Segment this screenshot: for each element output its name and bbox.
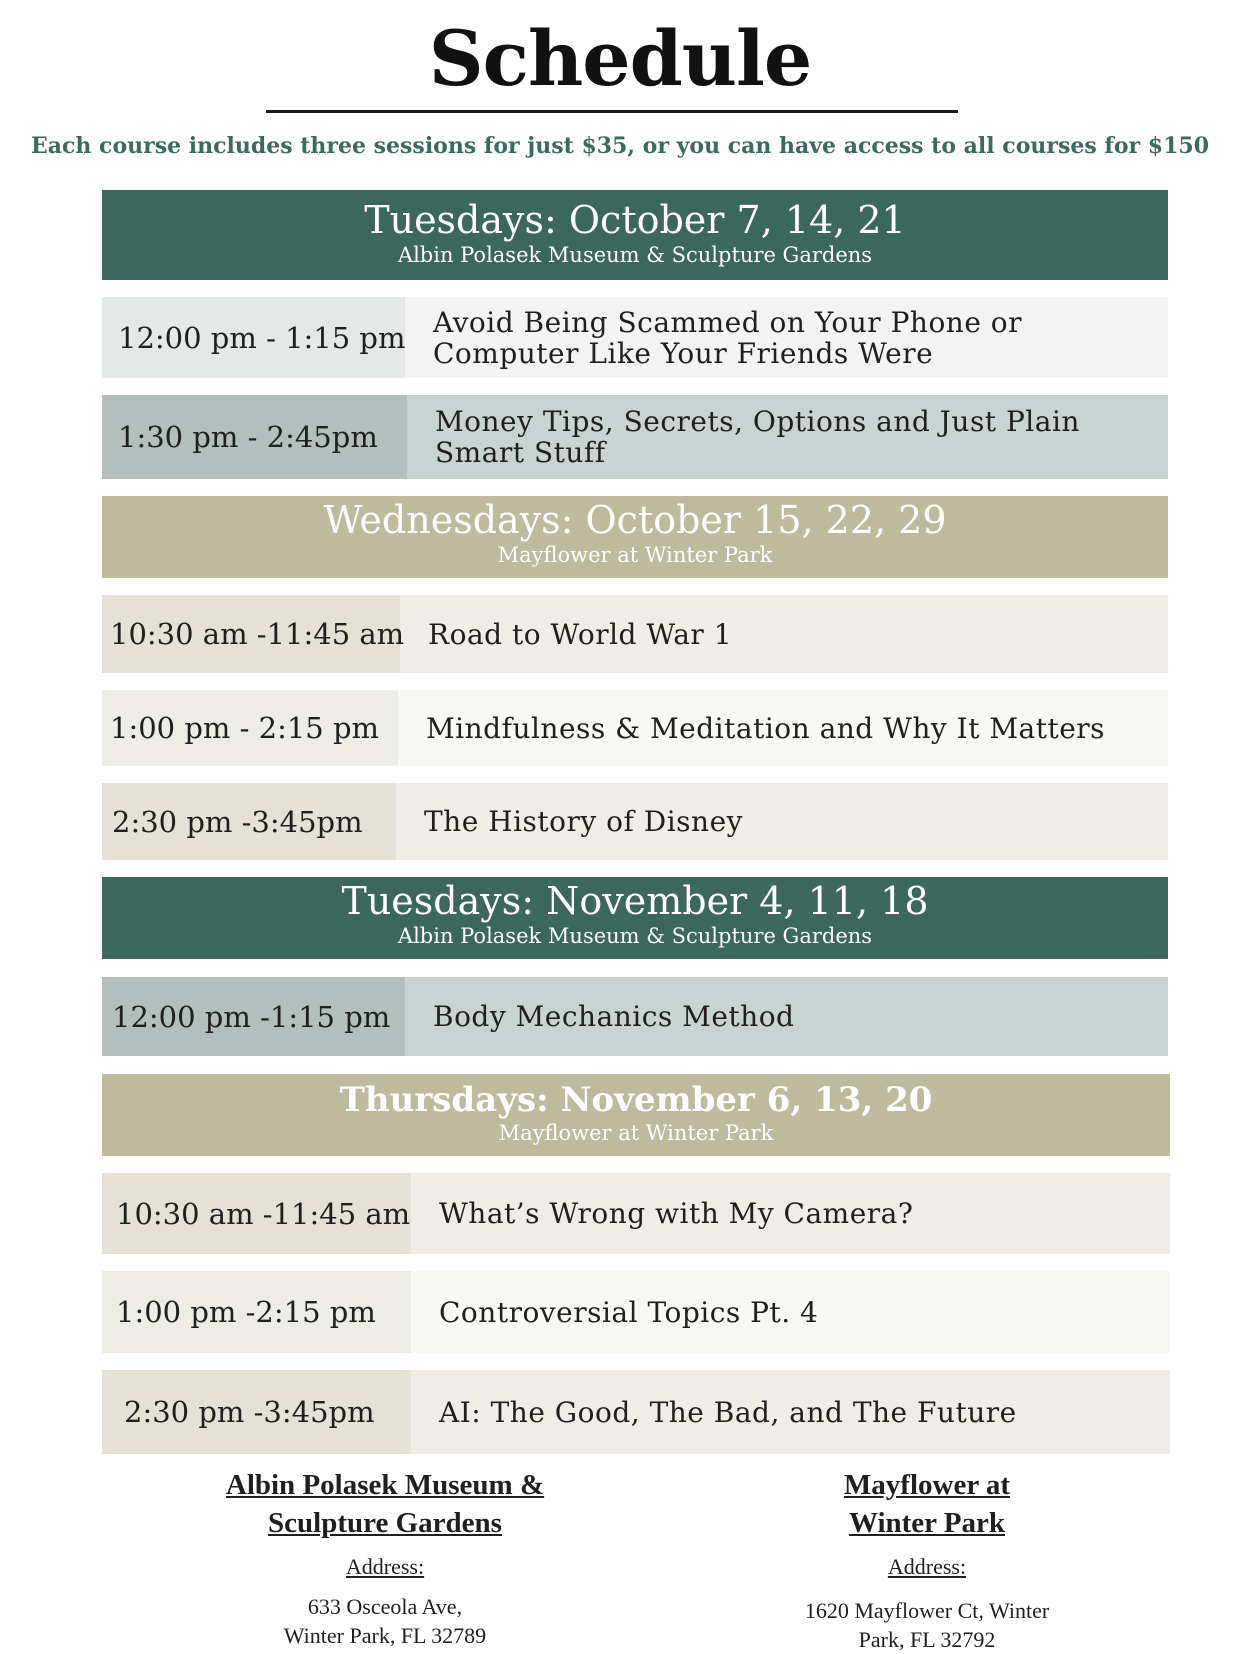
section-location: Albin Polasek Museum & Sculpture Gardens — [397, 243, 873, 267]
venue-name — [160, 1466, 610, 1542]
address-label: Address: — [345, 1554, 425, 1579]
session-row — [102, 395, 1168, 479]
address-line: Winter Park, FL 32789 — [283, 1623, 487, 1648]
session-course: Body Mechanics Method — [433, 1000, 795, 1033]
venue-albin-polasek — [160, 1466, 610, 1650]
session-row — [102, 1271, 1170, 1353]
session-time: 1:00 pm - 2:15 pm — [102, 690, 398, 766]
session-course: Avoid Being Scammed on Your Phone or Computer Like Your Friends Were — [433, 305, 1023, 370]
title-underline — [266, 110, 958, 113]
address-line: Park, FL 32792 — [858, 1627, 996, 1652]
session-course: AI: The Good, The Bad, and The Future — [439, 1395, 1017, 1429]
session-course: Road to World War 1 — [428, 617, 733, 651]
section-header-wednesdays-october — [102, 496, 1168, 578]
venue-name — [740, 1466, 1114, 1542]
section-title: Wednesdays: October 15, 22, 29 — [323, 498, 947, 542]
section-header-tuesdays-october — [102, 190, 1168, 280]
session-time: 2:30 pm -3:45pm — [102, 1370, 411, 1454]
section-title: Thursdays: November 6, 13, 20 — [339, 1080, 933, 1120]
session-course: Money Tips, Secrets, Options and Just Plain Smart Stuff — [435, 405, 1080, 469]
section-header-tuesdays-november — [102, 877, 1168, 959]
page-title: Schedule — [428, 14, 812, 103]
session-row — [102, 297, 1168, 378]
session-row — [102, 783, 1168, 860]
venue-name-line: Sculpture Gardens — [268, 1507, 502, 1539]
address-line: 1620 Mayflower Ct, Winter — [804, 1598, 1050, 1623]
session-course: What’s Wrong with My Camera? — [439, 1197, 914, 1230]
session-time: 12:00 pm -1:15 pm — [102, 977, 405, 1056]
pricing-note: Each course includes three sessions for just $35, or you can have access to all courses for $150 — [30, 133, 1210, 159]
session-time: 1:00 pm -2:15 pm — [102, 1271, 411, 1353]
session-row — [102, 690, 1168, 766]
venue-name-line: Albin Polasek Museum & — [225, 1469, 545, 1501]
section-location: Albin Polasek Museum & Sculpture Gardens — [397, 924, 873, 948]
session-time: 10:30 am -11:45 am — [102, 595, 400, 673]
session-row — [102, 1173, 1170, 1254]
session-row — [102, 1370, 1170, 1454]
venue-mayflower — [740, 1466, 1114, 1654]
venue-address — [740, 1596, 1114, 1654]
session-row — [102, 977, 1168, 1056]
address-label: Address: — [887, 1554, 967, 1579]
section-location: Mayflower at Winter Park — [498, 1121, 774, 1145]
session-row — [102, 595, 1168, 673]
section-title: Tuesdays: October 7, 14, 21 — [364, 198, 906, 242]
section-header-thursdays-november — [102, 1074, 1170, 1156]
session-course: The History of Disney — [424, 805, 743, 838]
section-title: Tuesdays: November 4, 11, 18 — [341, 879, 929, 923]
session-time: 1:30 pm - 2:45pm — [102, 395, 407, 479]
venue-name-line: Mayflower at — [843, 1469, 1011, 1501]
venue-name-line: Winter Park — [848, 1507, 1005, 1539]
session-time: 10:30 am -11:45 am — [102, 1173, 411, 1254]
section-location: Mayflower at Winter Park — [497, 543, 773, 567]
address-line: 633 Osceola Ave, — [307, 1594, 463, 1619]
session-time: 12:00 pm - 1:15 pm — [102, 297, 405, 378]
session-time: 2:30 pm -3:45pm — [102, 783, 396, 860]
session-course: Controversial Topics Pt. 4 — [439, 1295, 819, 1329]
venue-address — [160, 1592, 610, 1650]
session-course: Mindfulness & Meditation and Why It Matters — [426, 711, 1106, 745]
